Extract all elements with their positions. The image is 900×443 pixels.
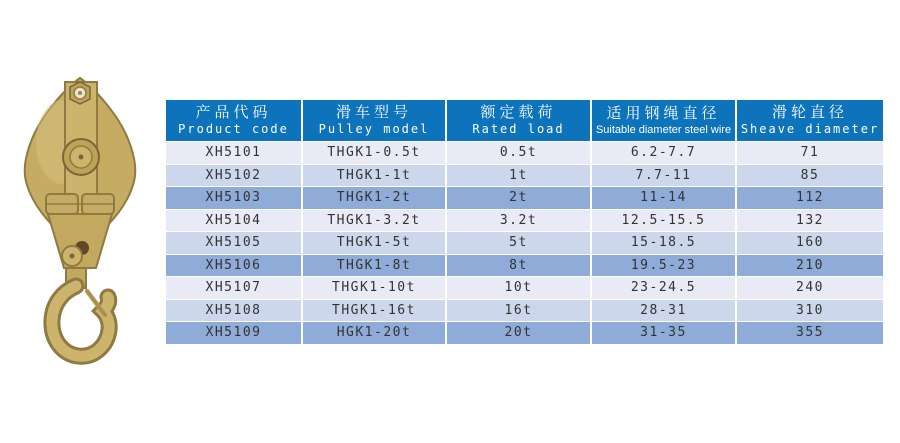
- column-header-rated-load: [447, 100, 592, 141]
- cell-pulley-model: THGK1-3.2t: [303, 209, 447, 232]
- cell-wire-diameter: 12.5-15.5: [592, 209, 737, 232]
- column-header-zh: 额定载荷: [480, 102, 557, 121]
- cell-pulley-model: THGK1-5t: [303, 231, 447, 254]
- pulley-block-with-hook-illustration: [10, 72, 160, 372]
- cell-rated-load: 3.2t: [447, 209, 592, 232]
- cell-wire-diameter: 15-18.5: [592, 231, 737, 254]
- column-header-en: Sheave diameter: [740, 122, 880, 137]
- cell-product-code: XH5106: [166, 254, 303, 277]
- cell-rated-load: 8t: [447, 254, 592, 277]
- cell-wire-diameter: 28-31: [592, 299, 737, 322]
- cell-sheave-diameter: 310: [737, 299, 883, 322]
- column-header-en: Rated load: [472, 122, 565, 137]
- cell-product-code: XH5101: [166, 141, 303, 164]
- table-row: [166, 231, 883, 254]
- cell-rated-load: 1t: [447, 164, 592, 187]
- cell-sheave-diameter: 210: [737, 254, 883, 277]
- column-header-zh: 滑车型号: [335, 102, 412, 121]
- column-header-en: Product code: [178, 122, 289, 137]
- column-header-zh: 产品代码: [195, 102, 272, 121]
- cell-pulley-model: THGK1-8t: [303, 254, 447, 277]
- column-header-steel-wire-diameter: [592, 100, 737, 141]
- cell-pulley-model: THGK1-1t: [303, 164, 447, 187]
- column-header-zh: 适用钢绳直径: [606, 103, 721, 122]
- cell-sheave-diameter: 240: [737, 276, 883, 299]
- cell-product-code: XH5104: [166, 209, 303, 232]
- cell-product-code: XH5108: [166, 299, 303, 322]
- table-row: [166, 321, 883, 344]
- column-header-product-code: [166, 100, 303, 141]
- cell-sheave-diameter: 85: [737, 164, 883, 187]
- table-header-row: [166, 100, 883, 141]
- column-header-en: Pulley model: [318, 122, 430, 137]
- column-header-en: Suitable diameter steel wire: [595, 123, 732, 136]
- spec-table: [166, 100, 883, 344]
- table-row: [166, 141, 883, 164]
- cell-rated-load: 20t: [447, 321, 592, 344]
- cell-product-code: XH5105: [166, 231, 303, 254]
- table-row: [166, 209, 883, 232]
- cell-sheave-diameter: 112: [737, 186, 883, 209]
- cell-rated-load: 2t: [447, 186, 592, 209]
- cell-product-code: XH5109: [166, 321, 303, 344]
- cell-rated-load: 5t: [447, 231, 592, 254]
- cell-pulley-model: THGK1-2t: [303, 186, 447, 209]
- cell-product-code: XH5102: [166, 164, 303, 187]
- cell-rated-load: 16t: [447, 299, 592, 322]
- cell-product-code: XH5107: [166, 276, 303, 299]
- cell-wire-diameter: 31-35: [592, 321, 737, 344]
- cell-wire-diameter: 11-14: [592, 186, 737, 209]
- column-header-sheave-diameter: [737, 100, 883, 141]
- cell-sheave-diameter: 160: [737, 231, 883, 254]
- column-header-zh: 滑轮直径: [771, 102, 848, 121]
- cell-wire-diameter: 7.7-11: [592, 164, 737, 187]
- cell-pulley-model: THGK1-10t: [303, 276, 447, 299]
- cell-rated-load: 10t: [447, 276, 592, 299]
- cell-rated-load: 0.5t: [447, 141, 592, 164]
- cell-pulley-model: HGK1-20t: [303, 321, 447, 344]
- table-row: [166, 254, 883, 277]
- table-row: [166, 186, 883, 209]
- pulley-body: [25, 78, 136, 288]
- cell-wire-diameter: 6.2-7.7: [592, 141, 737, 164]
- cell-sheave-diameter: 355: [737, 321, 883, 344]
- cell-wire-diameter: 23-24.5: [592, 276, 737, 299]
- table-row: [166, 299, 883, 322]
- cell-sheave-diameter: 71: [737, 141, 883, 164]
- cell-sheave-diameter: 132: [737, 209, 883, 232]
- cell-pulley-model: THGK1-0.5t: [303, 141, 447, 164]
- cell-wire-diameter: 19.5-23: [592, 254, 737, 277]
- table-body: [166, 141, 883, 344]
- table-row: [166, 164, 883, 187]
- cell-product-code: XH5103: [166, 186, 303, 209]
- column-header-pulley-model: [303, 100, 447, 141]
- cell-pulley-model: THGK1-16t: [303, 299, 447, 322]
- hook: [52, 286, 109, 356]
- table-row: [166, 276, 883, 299]
